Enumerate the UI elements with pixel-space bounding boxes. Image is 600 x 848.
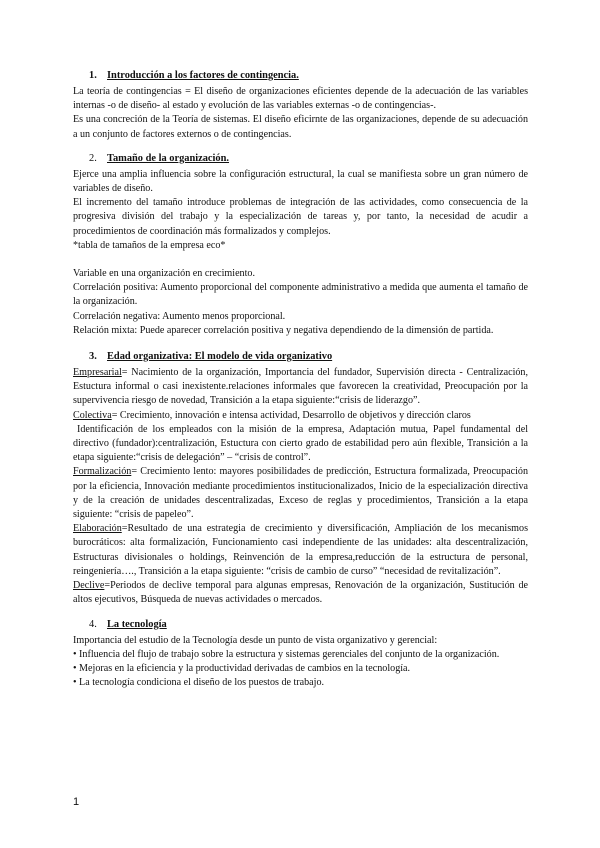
- paragraph: [73, 465, 528, 522]
- paragraph: La teoría de contingencias = El diseño de organizaciones eficientes depende de la adecuación de las variables internas -o de diseño- al estado y evolución de las variables externas -o de contingencias-.: [73, 86, 528, 112]
- stage-text: = Nacimiento de la organización, Importancia del fundador, Supervisión directa - Centralización, Estuctura informal o casi inexistente.relaciones informales que favorecen la creatividad, Preocupación por la supervivencia riesgo de novedad, Transición a la etapa siguiente:“crisis de liderazgo”.: [73, 367, 528, 407]
- section-heading: [73, 152, 528, 166]
- bullet-item: • La tecnología condiciona el diseño de los puestos de trabajo.: [73, 677, 325, 689]
- bullet-item: • Influencia del flujo de trabajo sobre la estructura y sistemas gerenciales del conjunto de la organización.: [73, 648, 500, 660]
- stage-text: =Periodos de declive temporal para algunas empresas, Renovación de la organización, Sustitución de altos ejecutivos, Búsqueda de nuevas actividades o mercados.: [73, 580, 528, 606]
- section-heading: [73, 69, 528, 83]
- stage-label: Elaboración: [73, 523, 122, 535]
- paragraph: Identificación de los empleados con la misión de la empresa, Adaptación mutua, Papel fundamental del directivo (fundador):centralización, Estuctura con cierto grado de estabilidad pero aún flexible, Transición a la etapa siguiente:“crisis de delegación” – “crisis de control”.: [73, 423, 528, 464]
- bullet-item: • Mejoras en la eficiencia y la productividad derivadas de cambios en la tecnología.: [73, 662, 411, 674]
- paragraph: Variable en una organización en crecimiento.: [73, 268, 255, 280]
- paragraph: Es una concreción de la Teoría de sistemas. El diseño eficirnte de las organizaciones, depende de su adecuación a un conjunto de factores externos o de contingencias.: [73, 114, 528, 140]
- paragraph: [73, 409, 528, 423]
- paragraph: Ejerce una amplia influencia sobre la configuración estructural, la cual se manifiesta sobre un gran número de variables de diseño.: [73, 168, 528, 195]
- section-number: 1.: [89, 70, 97, 81]
- section-number: 2.: [89, 152, 97, 164]
- stage-label: Colectiva: [73, 409, 112, 421]
- paragraph: [73, 522, 528, 579]
- section-heading: [73, 618, 528, 632]
- stage-label: Declive: [73, 580, 105, 592]
- blank-line: [73, 253, 528, 267]
- stage-label: Formalización: [73, 466, 132, 478]
- section-title: La tecnología: [107, 618, 167, 630]
- stage-text: = Crecimiento lento: mayores posibilidades de predicción, Estructura formalizada, Preocupación por la eficiencia, Innovación mediante procedimientos institucionalizados, Inicio de la especialización directiva y de la creación de unidades descentralizadas, Exceso de reglas y procedimientos, Transición a la etapa siguiente: “crisis de papeleo”.: [73, 466, 528, 521]
- section-title: Tamaño de la organización.: [107, 152, 230, 164]
- paragraph: Correlación positiva: Aumento proporcional del componente administrativo a medida que aumenta el tamaño de la organización.: [73, 282, 528, 308]
- paragraph: Relación mixta: Puede aparecer correlación positiva y negativa dependiendo de la dimensión de partida.: [73, 324, 494, 336]
- paragraph: Importancia del estudio de la Tecnología desde un punto de vista organizativo y gerencial:: [73, 634, 438, 646]
- section-number: 3.: [89, 351, 97, 363]
- stage-text: = Crecimiento, innovación e intensa actividad, Desarrollo de objetivos y dirección claros: [111, 409, 471, 421]
- paragraph: El incremento del tamaño introduce problemas de integración de las actividades, como consecuencia de la progresiva división del trabajo y la especialización de tareas y, por tanto, la necesidad de acudir a procedimientos de coordinación más formalizados y complejos.: [73, 197, 528, 237]
- paragraph: [73, 579, 528, 607]
- stage-label: Empresarial: [73, 367, 122, 379]
- page-number: 1: [73, 796, 80, 808]
- paragraph: *tabla de tamaños de la empresa eco*: [73, 239, 226, 251]
- stage-text: =Resultado de una estrategia de crecimiento y diversificación, Ampliación de los mecanismos burocráticos: alta formalización, Funcionamiento casi independiente de las unidades: alta descentralización, Estructuras divisionales o holdings, Reinvención de la empresa,reducción de la estructura de personal, reingeniería…., Transición a la etapa siguiente: “crisis de cambio de curso” “necesidad de revitalización”.: [73, 523, 528, 577]
- paragraph: [73, 366, 528, 409]
- section-title: Edad organizativa: El modelo de vida organizativo: [107, 351, 333, 363]
- section-title: Introducción a los factores de contingencia.: [107, 70, 299, 81]
- section-number: 4.: [89, 618, 97, 630]
- section-heading: [73, 350, 528, 364]
- paragraph: Correlación negativa: Aumento menos proporcional.: [73, 310, 286, 322]
